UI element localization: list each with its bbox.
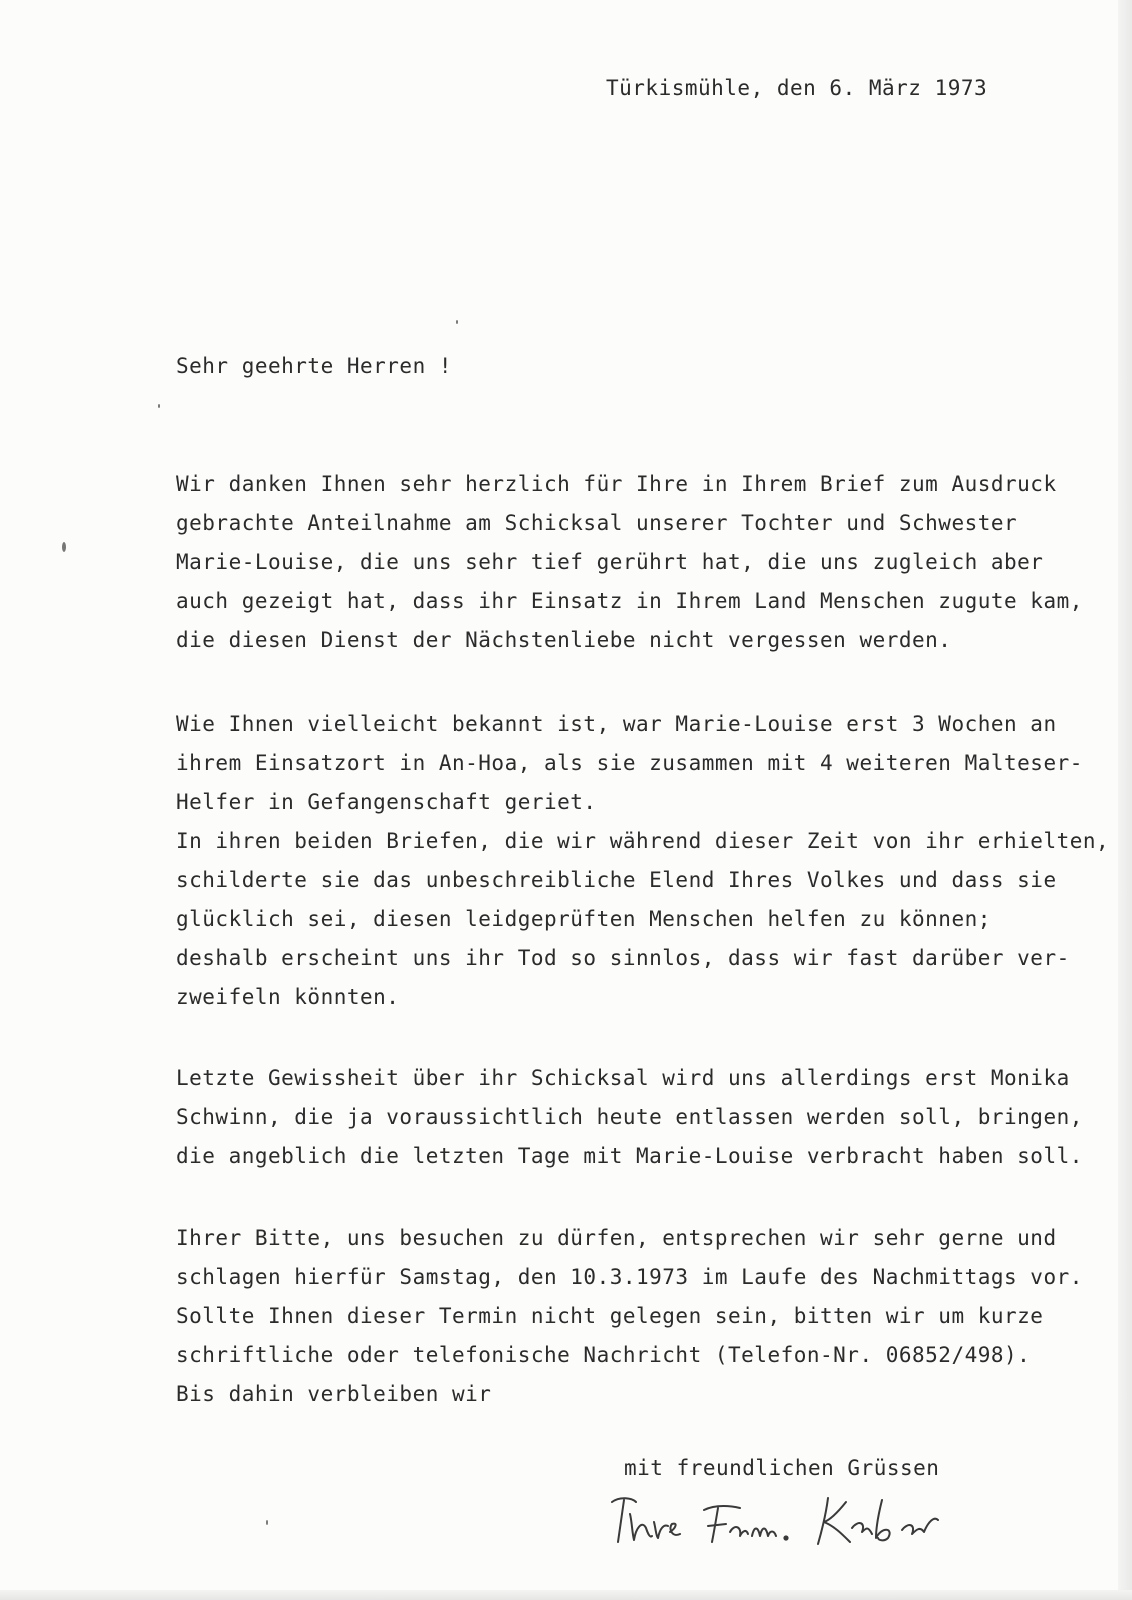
paragraph-line: glücklich sei, diesen leidgeprüften Menschen helfen zu können; bbox=[176, 907, 991, 931]
scan-speck bbox=[158, 404, 160, 408]
paragraph-line: Wir danken Ihnen sehr herzlich für Ihre in Ihrem Brief zum Ausdruck bbox=[176, 472, 1057, 496]
paragraph-line: ihrem Einsatzort in An-Hoa, als sie zusammen mit 4 weiteren Malteser- bbox=[176, 751, 1083, 775]
paragraph-line: gebrachte Anteilnahme am Schicksal unserer Tochter und Schwester bbox=[176, 511, 1018, 535]
paragraph-line: schilderte sie das unbeschreibliche Elend Ihres Volkes und dass sie bbox=[176, 868, 1057, 892]
scan-speck bbox=[62, 542, 66, 552]
paragraph-line: schriftliche oder telefonische Nachricht (Telefon-Nr. 06852/498). bbox=[176, 1343, 1031, 1367]
paragraph-line: Letzte Gewissheit über ihr Schicksal wird uns allerdings erst Monika bbox=[176, 1066, 1070, 1090]
scan-speck bbox=[266, 1520, 268, 1525]
paragraph-line: schlagen hierfür Samstag, den 10.3.1973 im Laufe des Nachmittags vor. bbox=[176, 1265, 1083, 1289]
paragraph-line: Sollte Ihnen dieser Termin nicht gelegen sein, bitten wir um kurze bbox=[176, 1304, 1044, 1328]
paragraph-line: die diesen Dienst der Nächstenliebe nicht vergessen werden. bbox=[176, 628, 952, 652]
paragraph-line: Schwinn, die ja voraussichtlich heute entlassen werden soll, bringen, bbox=[176, 1105, 1083, 1129]
paragraph-line: In ihren beiden Briefen, die wir während dieser Zeit von ihr erhielten, bbox=[176, 829, 1110, 853]
paragraph-line: deshalb erscheint uns ihr Tod so sinnlos, dass wir fast darüber ver- bbox=[176, 946, 1070, 970]
paragraph-line: die angeblich die letzten Tage mit Marie-Louise verbracht haben soll. bbox=[176, 1144, 1083, 1168]
salutation: Sehr geehrte Herren ! bbox=[176, 354, 453, 378]
paragraph-line: Helfer in Gefangenschaft geriet. bbox=[176, 790, 597, 814]
closing-phrase: mit freundlichen Grüssen bbox=[624, 1456, 940, 1480]
page-edge-right bbox=[1118, 0, 1132, 1600]
paragraph-line: Marie-Louise, die uns sehr tief gerührt hat, die uns zugleich aber bbox=[176, 550, 1044, 574]
paragraph-line: Wie Ihnen vielleicht bekannt ist, war Marie-Louise erst 3 Wochen an bbox=[176, 712, 1057, 736]
paragraph-line: Ihrer Bitte, uns besuchen zu dürfen, entsprechen wir sehr gerne und bbox=[176, 1226, 1057, 1250]
paragraph-line: zweifeln könnten. bbox=[176, 985, 400, 1009]
handwritten-signature bbox=[606, 1492, 966, 1552]
scan-speck bbox=[456, 320, 458, 324]
dateline: Türkismühle, den 6. März 1973 bbox=[606, 76, 988, 100]
paragraph-line: Bis dahin verbleiben wir bbox=[176, 1382, 492, 1406]
page-edge-bottom bbox=[0, 1590, 1132, 1600]
paragraph-line: auch gezeigt hat, dass ihr Einsatz in Ihrem Land Menschen zugute kam, bbox=[176, 589, 1083, 613]
